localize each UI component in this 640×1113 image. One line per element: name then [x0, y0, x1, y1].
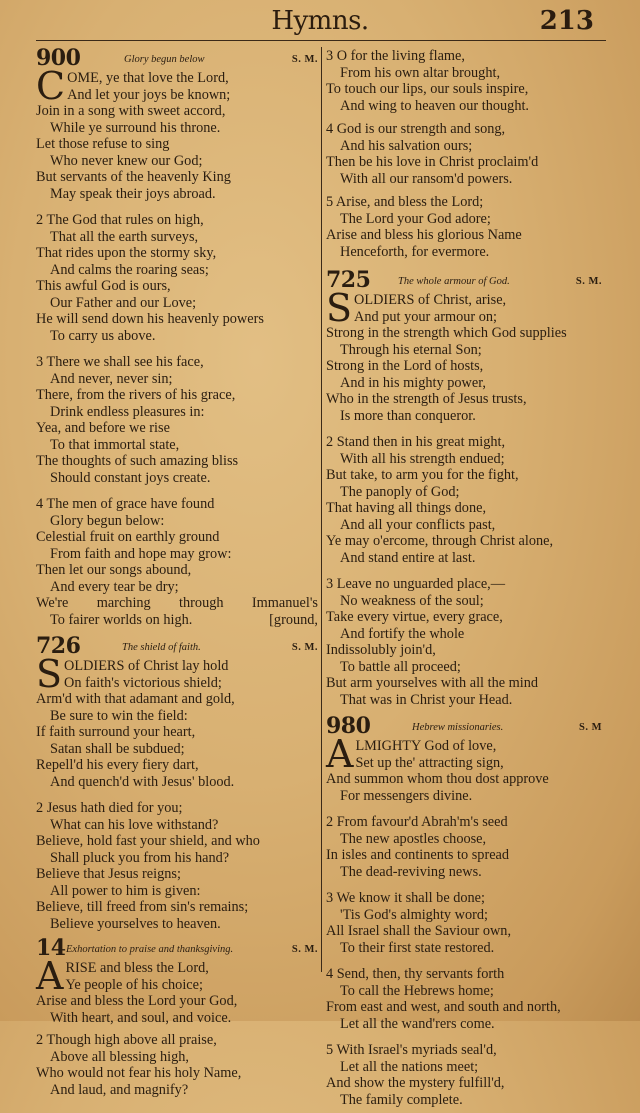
hymn-number: 726	[36, 633, 81, 659]
verse-line: 'Tis God's almighty word;	[340, 906, 489, 923]
right-column	[326, 48, 610, 1113]
verse-line: No weakness of the soul;	[340, 592, 484, 609]
verse-line: Let all the wand'rers come.	[340, 1015, 495, 1032]
hymn-title: Exhortation to praise and thanksgiving.	[66, 944, 234, 955]
column-divider	[321, 47, 322, 972]
verse-line: Indissolubly join'd,	[326, 642, 436, 658]
verse-line: 4 God is our strength and song,	[326, 121, 506, 137]
verse	[36, 1032, 318, 1098]
verse	[326, 1042, 610, 1108]
verse-line: Through his eternal Son;	[340, 341, 482, 358]
verse-line: 4 Send, then, thy servants forth	[326, 966, 505, 982]
verse-line: Arise and bless his glorious Name	[326, 227, 522, 243]
verse	[36, 800, 318, 932]
hymn-heading	[326, 267, 610, 293]
verse	[36, 496, 318, 628]
verse-line: Our Father and our Love;	[50, 294, 197, 311]
verse-line: But take, to arm you for the fight,	[326, 467, 519, 483]
verse-line: Take every virtue, every grace,	[326, 609, 503, 625]
verse	[326, 121, 610, 187]
verse	[36, 652, 318, 790]
verse	[36, 64, 318, 202]
verse-line: In isles and continents to spread	[326, 847, 510, 863]
verse-line: Who would not fear his holy Name,	[36, 1065, 242, 1081]
word: We're	[36, 595, 69, 611]
verse-line: Repell'd his every fiery dart,	[36, 757, 199, 773]
verse-line: And wing to heaven our thought.	[340, 97, 530, 114]
verse-line: 3 We know it shall be done;	[326, 890, 486, 906]
verse-line: The family complete.	[340, 1091, 463, 1108]
verse-line: And summon whom thou dost approve	[326, 771, 549, 787]
verse-line: Should constant joys create.	[50, 469, 211, 486]
verse-line: And calms the roaring seas;	[50, 261, 209, 278]
verse-line: While ye surround his throne.	[50, 119, 221, 136]
verse-line: Who never knew our God;	[50, 152, 203, 169]
verse-line: 4 The men of grace have found	[36, 496, 215, 512]
header-rule	[36, 40, 606, 41]
verse-line: Let those refuse to sing	[36, 136, 170, 152]
verse-line: Glory begun below:	[50, 512, 165, 529]
verse-line: For messengers divine.	[340, 787, 473, 804]
verse-line: On faith's victorious shield;	[64, 674, 222, 691]
hymn-14	[36, 935, 318, 1098]
hymn-725	[326, 267, 610, 708]
verse-line: That having all things done,	[326, 500, 487, 516]
verse-line: OME, ye that love the Lord,	[67, 70, 229, 86]
verse-line: 5 With Israel's myriads seal'd,	[326, 1042, 497, 1058]
verse-line: All power to him is given:	[50, 882, 201, 899]
verse-line: And every tear be dry;	[50, 578, 179, 595]
verse-line: OLDIERS of Christ, arise,	[354, 292, 507, 308]
verse-line: Set up the' attracting sign,	[355, 754, 504, 771]
verse-line: To carry us above.	[50, 327, 156, 344]
verse	[326, 814, 610, 880]
verse-line	[36, 612, 318, 629]
verse	[326, 434, 610, 566]
verse-line: With all our ransom'd powers.	[340, 170, 513, 187]
verse-line: To their first state restored.	[340, 939, 495, 956]
verse-line: That was in Christ your Head.	[340, 691, 513, 708]
verse-line: 2 Stand then in his great might,	[326, 434, 506, 450]
verse-line: May speak their joys abroad.	[50, 185, 216, 202]
hymn-meter: S. M.	[575, 276, 602, 287]
verse-line: Believe, hold fast your shield, and who	[36, 833, 260, 849]
verse-line: And all your conflicts past,	[340, 516, 496, 533]
verse	[326, 732, 610, 804]
verse-line: Ye may o'ercome, through Christ alone,	[326, 533, 554, 549]
verse-line: With all his strength endued;	[340, 450, 505, 467]
verse-line: To battle all proceed;	[340, 658, 461, 675]
verse-line: Ye people of his choice;	[65, 976, 203, 993]
verse-line: To call the Hebrews home;	[340, 982, 494, 999]
hymn-title: The whole armour of God.	[398, 276, 510, 287]
verse-line: And never, never sin;	[50, 370, 173, 387]
verse-line: The thoughts of such amazing bliss	[36, 453, 239, 469]
verse-line: Let all the nations meet;	[340, 1058, 479, 1075]
hymn-number: 900	[36, 45, 81, 71]
verse-line: With heart, and soul, and voice.	[50, 1009, 232, 1026]
verse-line: The panoply of God;	[340, 483, 460, 500]
verse-line: That all the earth surveys,	[50, 228, 199, 245]
verse	[326, 890, 610, 956]
verse	[326, 286, 610, 424]
hymn-title: Hebrew missionaries.	[412, 722, 504, 733]
verse-line: To that immortal state,	[50, 436, 180, 453]
drop-cap: A	[36, 954, 64, 998]
hymn-900	[36, 45, 318, 628]
verse-line: But arm yourselves with all the mind	[326, 675, 539, 691]
hymn-heading	[36, 935, 318, 961]
verse	[326, 966, 610, 1032]
hymn-number: 725	[326, 267, 371, 293]
verse-line: LMIGHTY God of love,	[355, 738, 497, 754]
verse-line: Believe, till freed from sin's remains;	[36, 899, 249, 915]
verse-line: 2 Though high above all praise,	[36, 1032, 217, 1048]
verse-line: 5 Arise, and bless the Lord;	[326, 194, 484, 210]
drop-cap: S	[36, 652, 63, 696]
hymn-heading	[326, 713, 610, 739]
verse-line: And his salvation ours;	[340, 137, 473, 154]
hymn-980	[326, 713, 610, 1108]
verse-line: RISE and bless the Lord,	[65, 960, 209, 976]
word: Immanuel's	[251, 595, 318, 611]
verse-line: Yea, and before we rise	[36, 420, 170, 436]
verse-line: And fortify the whole	[340, 625, 465, 642]
word: marching	[96, 595, 151, 611]
verse-line: Is more than conqueror.	[340, 407, 476, 424]
verse-line: And quench'd with Jesus' blood.	[50, 773, 235, 790]
hymn-meter: S. M.	[291, 54, 318, 65]
verse-line: There, from the rivers of his grace,	[36, 387, 236, 403]
hymn-meter: S. M.	[291, 944, 318, 955]
drop-cap: C	[36, 64, 66, 108]
verse-line: Henceforth, for evermore.	[340, 243, 490, 260]
verse-line: From his own altar brought,	[340, 64, 501, 81]
verse-line: Who in the strength of Jesus trusts,	[326, 391, 527, 407]
left-column	[36, 45, 318, 1103]
running-title: Hymns.	[271, 6, 369, 36]
verse-line: 3 There we shall see his face,	[36, 354, 204, 370]
verse-line: If faith surround your heart,	[36, 724, 196, 740]
verse-line: And laud, and magnify?	[50, 1081, 189, 1098]
verse-line: Arise and bless the Lord your God,	[36, 993, 238, 1009]
verse-line: Above all blessing high,	[50, 1048, 189, 1065]
verse	[36, 212, 318, 344]
hymn-14-continued	[326, 48, 610, 260]
verse-line: This awful God is ours,	[36, 278, 171, 294]
verse-line: Then let our songs abound,	[36, 562, 192, 578]
hymn-title: Glory begun below	[124, 54, 205, 65]
hymn-title: The shield of faith.	[122, 642, 201, 653]
hymn-meter: S. M.	[291, 642, 318, 653]
verse-line: And let your joys be known;	[67, 86, 231, 103]
verse-line: Celestial fruit on earthly ground	[36, 529, 220, 545]
verse-line: Satan shall be subdued;	[50, 740, 185, 757]
hymn-number: 14	[36, 935, 66, 961]
verse-line: OLDIERS of Christ lay hold	[64, 658, 229, 674]
verse	[36, 954, 318, 1026]
verse-line: He will send down his heavenly powers	[36, 311, 264, 327]
verse	[326, 576, 610, 708]
verse-line: The new apostles choose,	[340, 830, 487, 847]
verse-line: Drink endless pleasures in:	[50, 403, 205, 420]
hymn-number: 980	[326, 713, 371, 739]
verse-line: The dead-reviving news.	[340, 863, 482, 880]
verse-line: Strong in the strength which God supplies	[326, 325, 567, 341]
verse-line: Arm'd with that adamant and gold,	[36, 691, 235, 707]
verse-line: Join in a song with sweet accord,	[36, 103, 226, 119]
verse-line	[36, 595, 318, 612]
verse-line: To touch our lips, our souls inspire,	[326, 81, 529, 97]
verse-line: Then be his love in Christ proclaim'd	[326, 154, 539, 170]
verse-line: But servants of the heavenly King	[36, 169, 231, 185]
hymn-726	[36, 633, 318, 932]
verse-line: Shall pluck you from his hand?	[50, 849, 230, 866]
verse-line: And show the mystery fulfill'd,	[326, 1075, 505, 1091]
verse-line: 3 O for the living flame,	[326, 48, 465, 64]
drop-cap: A	[326, 732, 354, 776]
word: through	[179, 595, 224, 611]
verse-line: And in his mighty power,	[340, 374, 486, 391]
verse-line: 3 Leave no unguarded place,—	[326, 576, 506, 592]
hymn-heading	[36, 633, 318, 659]
verse-line: Believe that Jesus reigns;	[36, 866, 181, 882]
verse-line: 2 Jesus hath died for you;	[36, 800, 183, 816]
verse-line: The Lord your God adore;	[340, 210, 491, 227]
verse-line: All Israel shall the Saviour own,	[326, 923, 512, 939]
verse-line: 2 The God that rules on high,	[36, 212, 204, 228]
verse-line: And stand entire at last.	[340, 549, 476, 566]
verse	[326, 48, 610, 114]
verse-line: From east and west, and south and north,	[326, 999, 561, 1015]
verse-line: And put your armour on;	[354, 308, 497, 325]
verse-line: That rides upon the stormy sky,	[36, 245, 217, 261]
verse-line: Believe yourselves to heaven.	[50, 915, 221, 932]
verse-line: From faith and hope may grow:	[50, 545, 232, 562]
hymn-meter: S. M	[579, 722, 602, 733]
line-text: To fairer worlds on high.	[50, 611, 193, 628]
verse-line: Be sure to win the field:	[50, 707, 188, 724]
verse	[326, 194, 610, 260]
verse-line: What can his love withstand?	[50, 816, 219, 833]
verse-line: 2 From favour'd Abrah'm's seed	[326, 814, 508, 830]
verse	[36, 354, 318, 486]
verse-line: Strong in the Lord of hosts,	[326, 358, 484, 374]
hymn-heading	[36, 45, 318, 71]
drop-cap: S	[326, 286, 353, 330]
page-header	[0, 6, 640, 40]
page-number: 213	[539, 6, 594, 36]
turnover-word: [ground,	[269, 611, 318, 628]
